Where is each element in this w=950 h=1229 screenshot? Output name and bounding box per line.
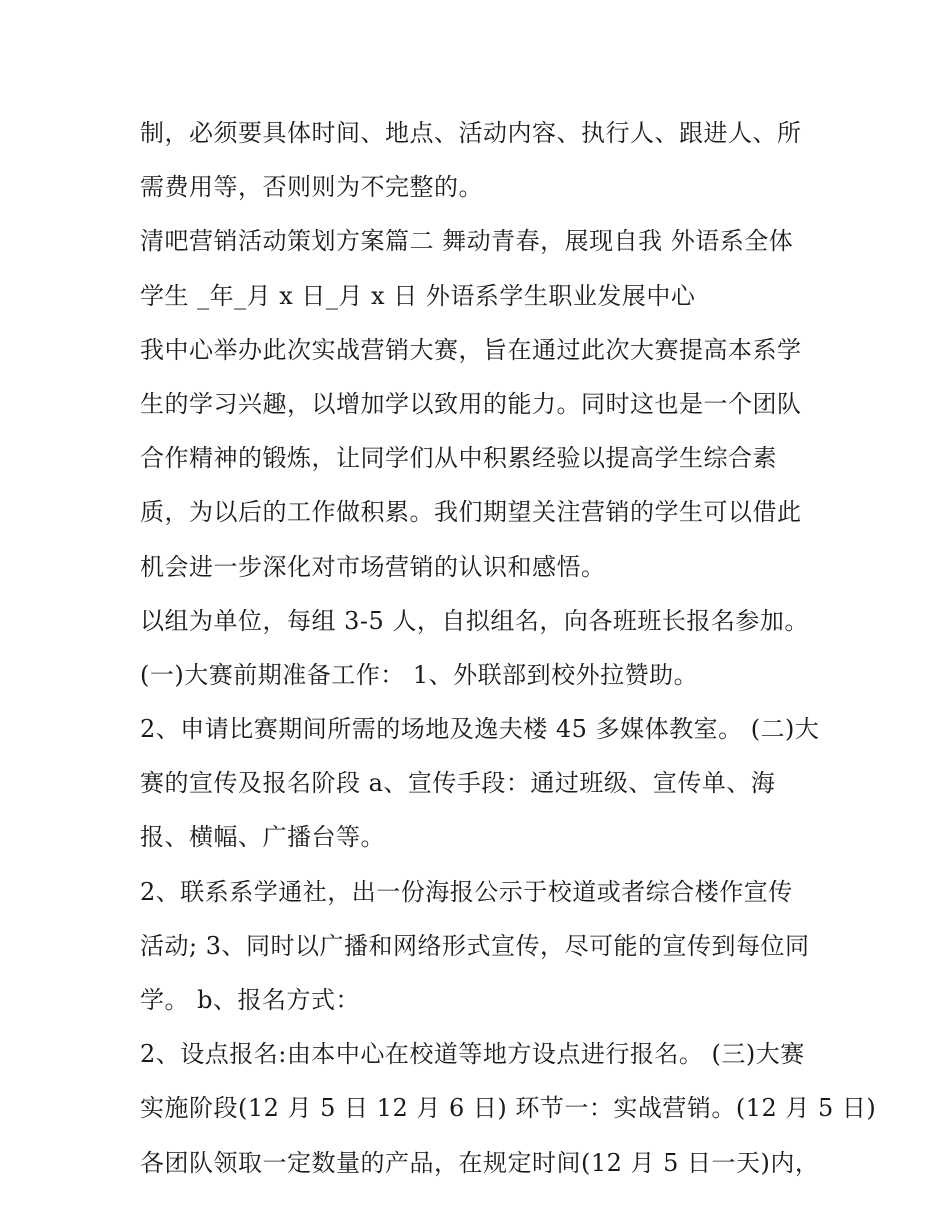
- text-line: 制，必须要具体时间、地点、活动内容、执行人、跟进人、所: [140, 119, 802, 147]
- text-line: 实施阶段(12 月 5 日 12 月 6 日) 环节一：实战营销。(12 月 5 日): [140, 1094, 877, 1123]
- text-line: 需费用等，否则则为不完整的。: [140, 173, 483, 202]
- text-line: 赛的宣传及报名阶段 a、宣传手段：通过班级、宣传单、海: [140, 769, 776, 798]
- text-line: 各团队领取一定数量的产品，在规定时间(12 月 5 日一天)内，: [140, 1148, 820, 1177]
- text-line: 我中心举办此次实战营销大赛，旨在通过此次大赛提高本系学: [140, 335, 802, 364]
- text-line: 生的学习兴趣，以增加学以致用的能力。同时这也是一个团队: [140, 389, 802, 418]
- text-line: 合作精神的锻炼，让同学们从中积累经验以提高学生综合素: [140, 444, 777, 473]
- text-line: 活动; 3、同时以广播和网络形式宣传，尽可能的宣传到每位同: [140, 931, 810, 960]
- text-line: 以组为单位，每组 3-5 人，自拟组名，向各班班长报名参加。: [140, 606, 809, 635]
- text-line: 学。 b、报名方式：: [140, 986, 360, 1014]
- text-line: 报、横幅、广播台等。: [140, 823, 385, 852]
- text-line: 2、申请比赛期间所需的场地及逸夫楼 45 多媒体教室。 (二)大: [140, 715, 820, 744]
- text-line: 2、联系系学通社，出一份海报公示于校道或者综合楼作宣传: [140, 877, 793, 906]
- text-line: 机会进一步深化对市场营销的认识和感悟。: [140, 552, 606, 581]
- text-line: 清吧营销活动策划方案篇二 舞动青春，展现自我 外语系全体: [140, 227, 794, 256]
- text-line: (一)大赛前期准备工作： 1、外联部到校外拉赞助。: [140, 660, 699, 689]
- text-line: 2、设点报名:由本中心在校道等地方设点进行报名。 (三)大赛: [140, 1040, 805, 1069]
- text-line: 学生 _年_月 x 日_月 x 日 外语系学生职业发展中心: [140, 281, 696, 310]
- body-text: [140, 106, 877, 1190]
- text-line: 质，为以后的工作做积累。我们期望关注营销的学生可以借此: [140, 498, 802, 527]
